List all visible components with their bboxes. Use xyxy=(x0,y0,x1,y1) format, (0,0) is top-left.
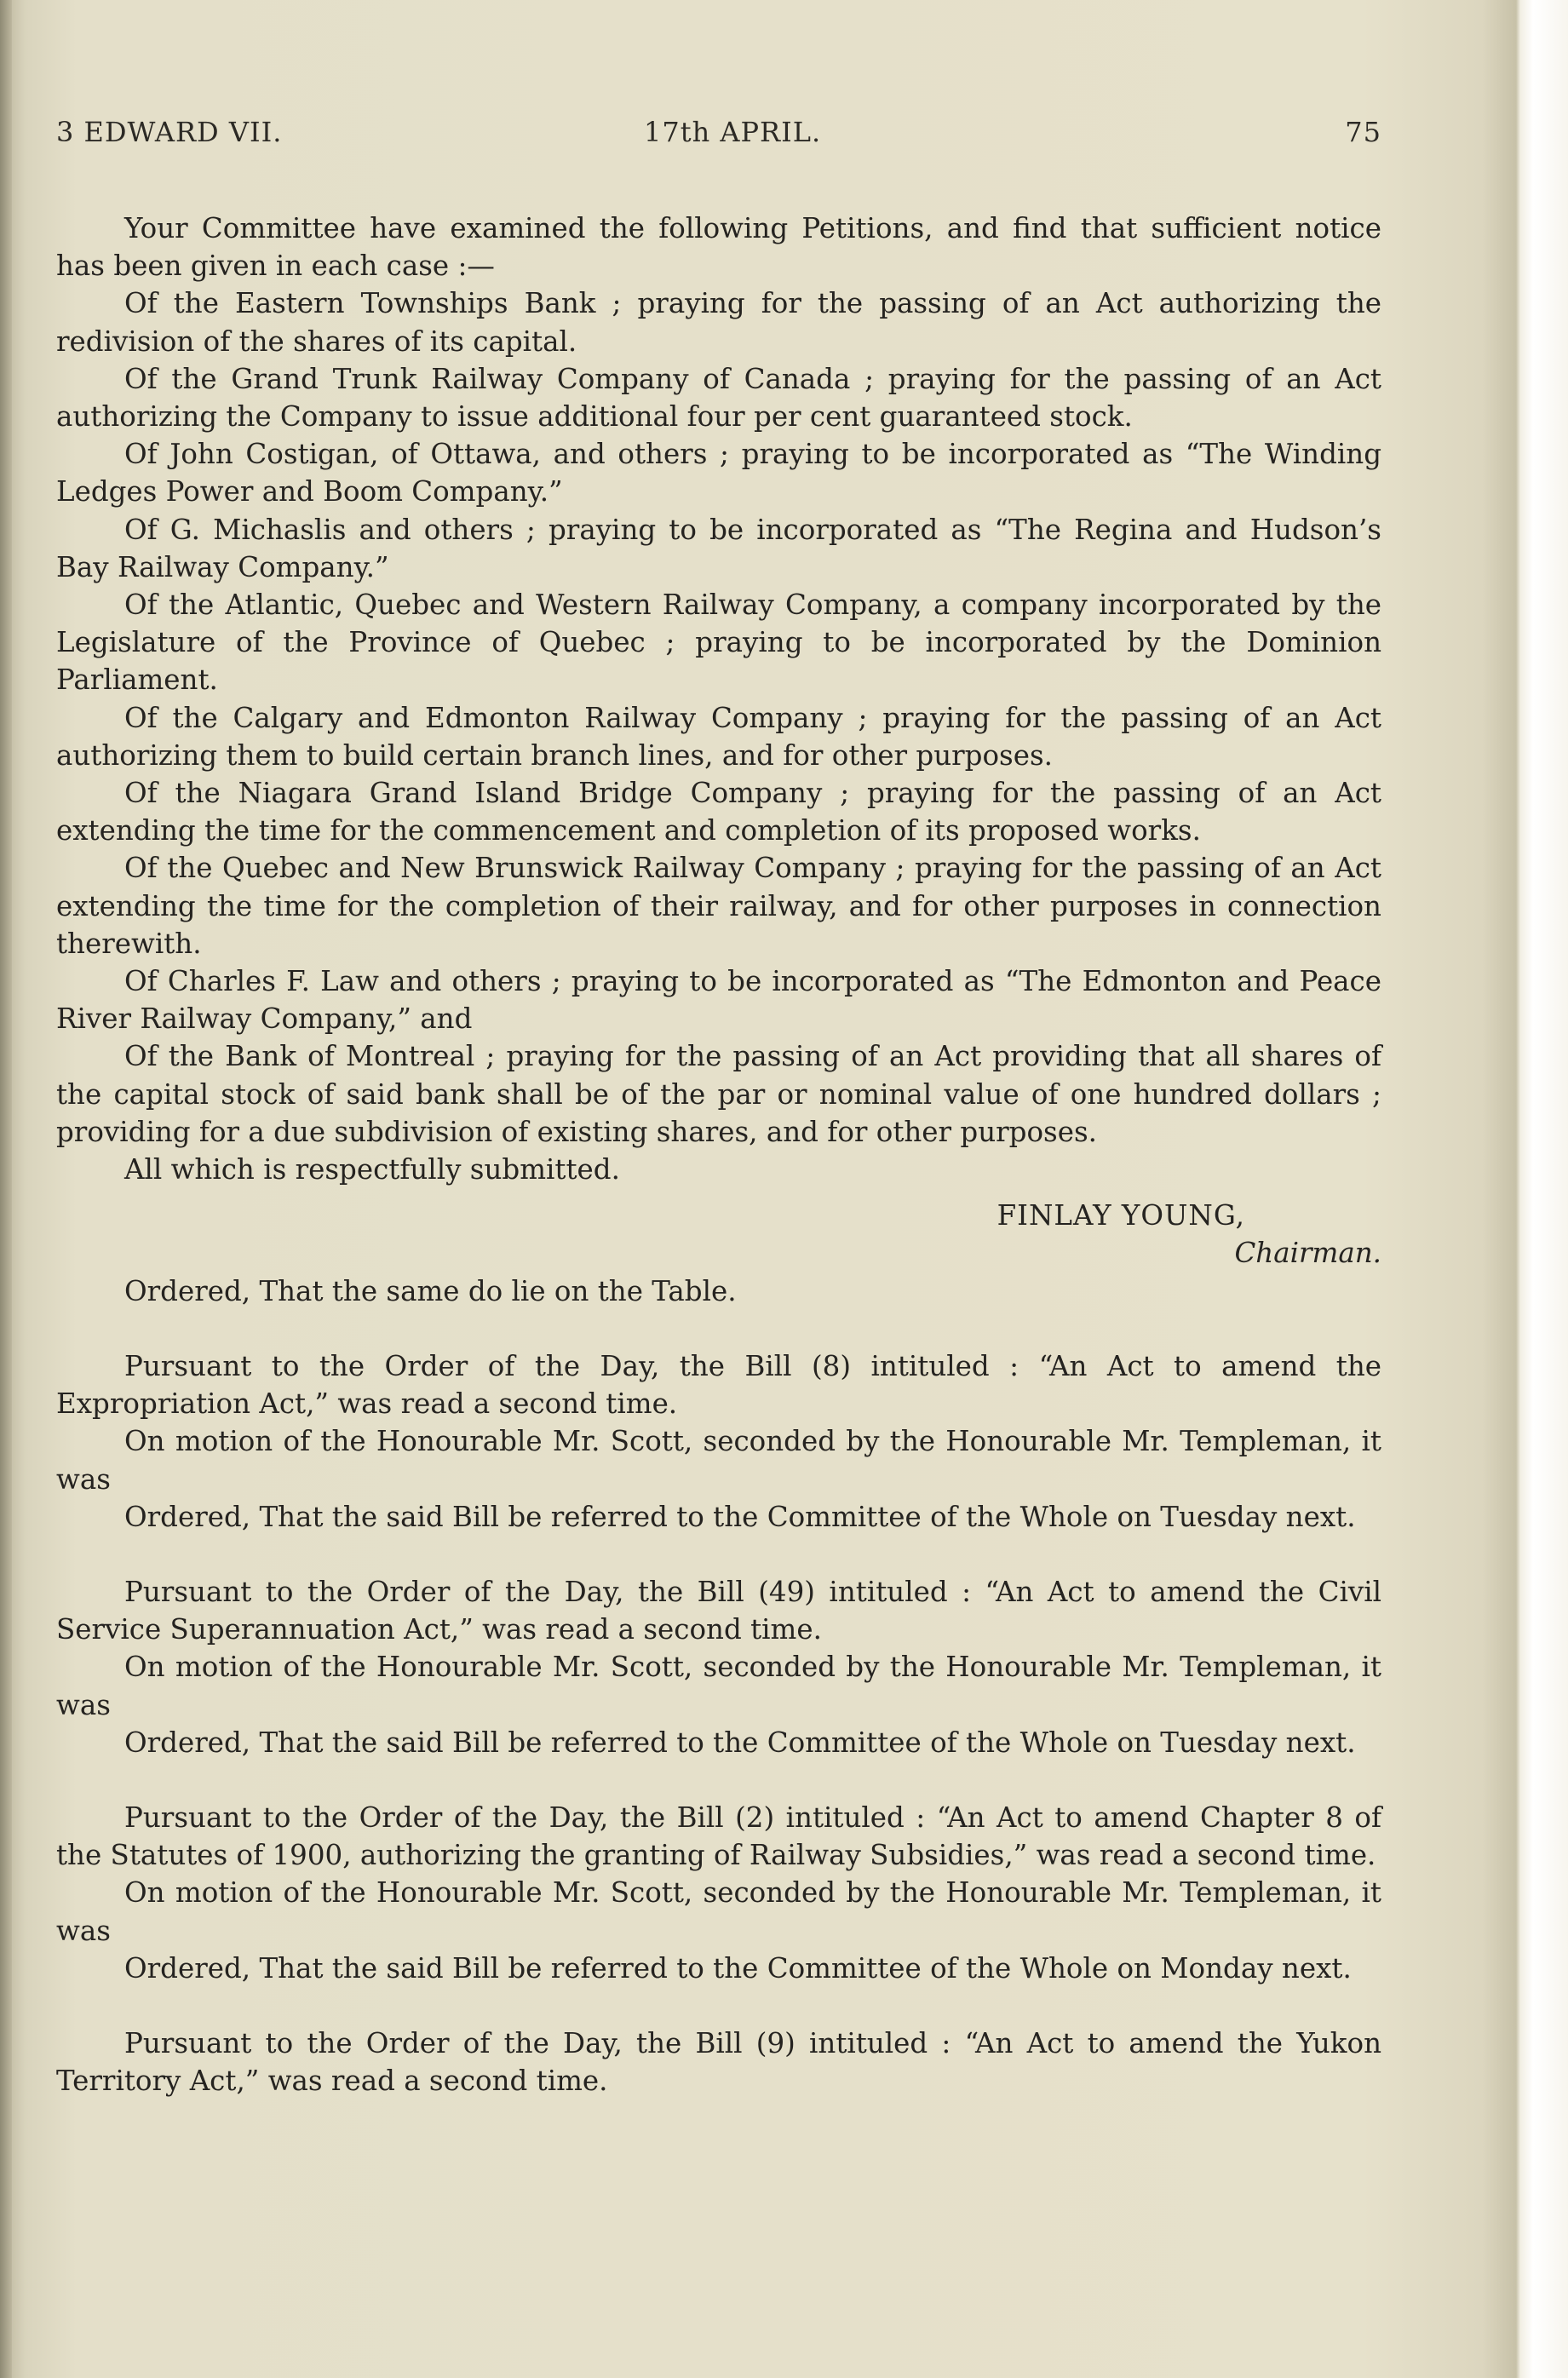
report-closing: All which is respectfully submitted. xyxy=(124,1153,620,1186)
book-spine-shadow xyxy=(0,0,12,2378)
petition-item: Of the Bank of Montreal ; praying for the passing of an Act providing that all shares of the capital stock of said bank shall be of the par or nominal value of one hundred dollars ; providing for a due subdivision of existing shares, and for other purposes. xyxy=(56,1040,1381,1148)
bill-reading: Pursuant to the Order of the Day, the Bill (9) intituled : “An Act to amend the Yukon Territory Act,” was read a second time. xyxy=(56,2026,1381,2098)
petition-item: Of G. Michaslis and others ; praying to be incorporated as “The Regina and Hudson’s Bay Railway Company.” xyxy=(56,513,1381,583)
signature-block xyxy=(56,1197,1381,1272)
bill-order: Ordered, That the said Bill be referred to the Committee of the Whole on Tuesday next. xyxy=(124,1500,1356,1533)
report-order: Ordered, That the same do lie on the Table. xyxy=(124,1274,737,1307)
report-intro: Your Committee have examined the following Petitions, and find that sufficient notice has been given in each case :— xyxy=(56,212,1381,283)
bill-motion: On motion of the Honourable Mr. Scott, seconded by the Honourable Mr. Templeman, it was xyxy=(56,1651,1381,1721)
signatory-name: FINLAY YOUNG, xyxy=(997,1199,1245,1232)
petition-item: Of the Quebec and New Brunswick Railway Company ; praying for the passing of an Act extending the time for the completion of their railway, and for other purposes in connection therewith. xyxy=(56,852,1381,960)
bill-order: Ordered, That the said Bill be referred to the Committee of the Whole on Tuesday next. xyxy=(124,1726,1356,1759)
running-header xyxy=(56,116,1381,153)
petition-item: Of John Costigan, of Ottawa, and others ; praying to be incorporated as “The Winding Ledges Power and Boom Company.” xyxy=(56,438,1381,508)
petition-item: Of the Eastern Townships Bank ; praying for the passing of an Act authorizing the redivision of the shares of its capital. xyxy=(56,287,1381,358)
petition-item: Of the Niagara Grand Island Bridge Company ; praying for the passing of an Act extending the time for the commencement and completion of its proposed works. xyxy=(56,777,1381,847)
petition-item: Of the Atlantic, Quebec and Western Railway Company, a company incorporated by the Legislature of the Province of Quebec ; praying to be incorporated by the Dominion Parliament. xyxy=(56,589,1381,697)
bill-reading: Pursuant to the Order of the Day, the Bill (49) intituled : “An Act to amend the Civil Service Superannuation Act,” was read a second time. xyxy=(56,1575,1381,1646)
bill-reading: Pursuant to the Order of the Day, the Bill (2) intituled : “An Act to amend Chapter 8 of the Statutes of 1900, authorizing the granting of Railway Subsidies,” was read a second time. xyxy=(56,1801,1381,1872)
header-date: 17th APRIL. xyxy=(644,116,822,148)
bill-motion: On motion of the Honourable Mr. Scott, seconded by the Honourable Mr. Templeman, it was xyxy=(56,1425,1381,1496)
page-body xyxy=(56,210,1381,2099)
header-regnal-year: 3 EDWARD VII. xyxy=(56,116,283,148)
bill-motion: On motion of the Honourable Mr. Scott, seconded by the Honourable Mr. Templeman, it was xyxy=(56,1876,1381,1947)
page-number: 75 xyxy=(1345,116,1381,148)
petition-item: Of Charles F. Law and others ; praying to be incorporated as “The Edmonton and Peace River Railway Company,” and xyxy=(56,965,1381,1036)
bill-reading: Pursuant to the Order of the Day, the Bill (8) intituled : “An Act to amend the Expropriation Act,” was read a second time. xyxy=(56,1349,1381,1421)
signatory-title: Chairman. xyxy=(1234,1237,1381,1270)
bill-order: Ordered, That the said Bill be referred to the Committee of the Whole on Monday next. xyxy=(124,1951,1352,1985)
petition-item: Of the Calgary and Edmonton Railway Company ; praying for the passing of an Act authorizing them to build certain branch lines, and for other purposes. xyxy=(56,701,1381,772)
petition-item: Of the Grand Trunk Railway Company of Canada ; praying for the passing of an Act authorizing the Company to issue additional four per cent guaranteed stock. xyxy=(56,362,1381,434)
